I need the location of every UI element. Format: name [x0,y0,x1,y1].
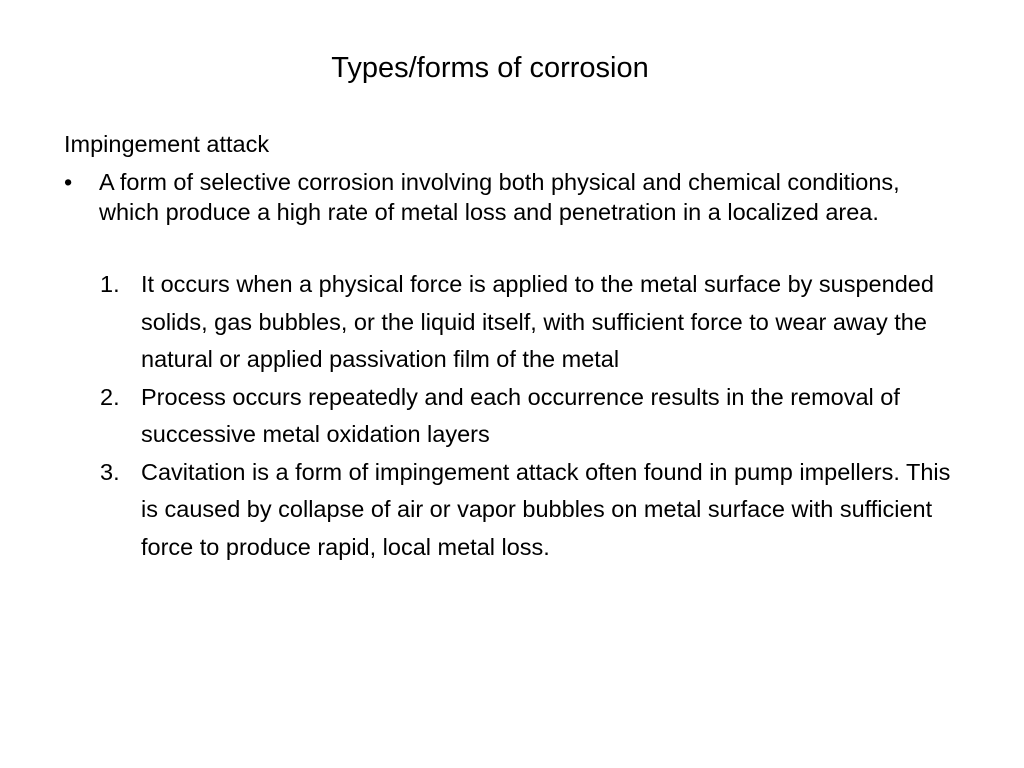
item-text: Process occurs repeatedly and each occurrence results in the removal of successive metal oxidation layers [141,383,900,447]
numbered-list [100,266,970,566]
numbered-item-2 [100,379,970,454]
item-text: Cavitation is a form of impingement attack often found in pump impellers. This is caused by collapse of air or vapor bubbles on metal surface with sufficient force to produce rapid, local metal loss. [141,458,951,560]
item-text: It occurs when a physical force is applied to the metal surface by suspended solids, gas bubbles, or the liquid itself, with sufficient force to wear away the natural or applied passivation film of the metal [141,271,934,372]
slide-title: Types/forms of corrosion [331,52,649,84]
bullet-text: A form of selective corrosion involving both physical and chemical conditions, which produce a high rate of metal loss and penetration in a localized area. [99,169,900,225]
item-number: 1. [100,271,120,297]
section-heading: Impingement attack [64,131,270,157]
item-number: 2. [100,383,120,410]
numbered-item-1 [100,266,970,379]
numbered-item-3 [100,454,970,567]
bullet-marker: • [64,169,73,195]
item-number: 3. [100,458,120,485]
